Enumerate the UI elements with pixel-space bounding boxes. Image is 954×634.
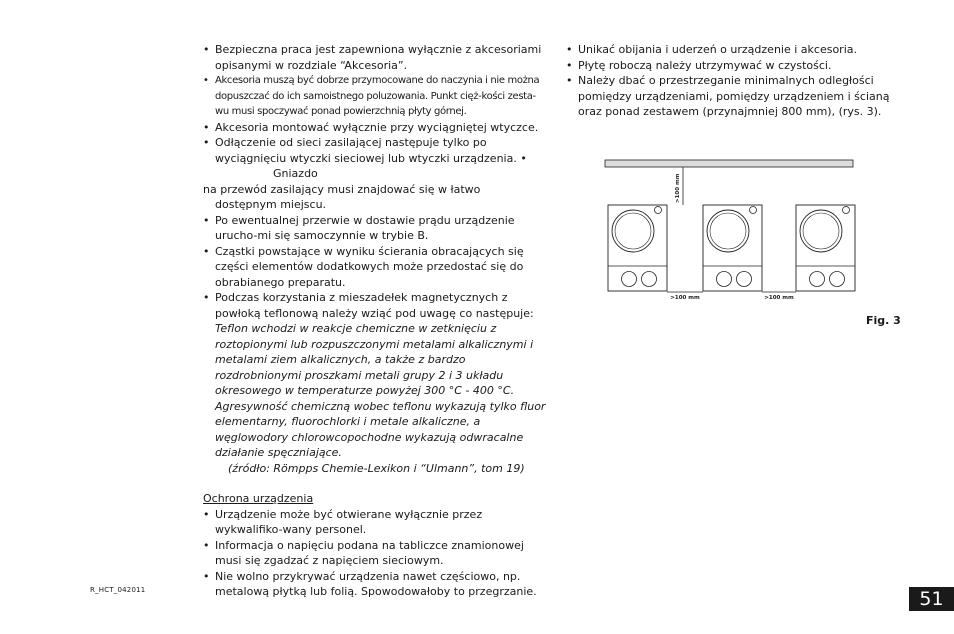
- bullet-mains-disconnect: [203, 135, 548, 213]
- page-number: 51: [909, 587, 954, 611]
- bullet-teflon: [203, 290, 548, 476]
- bullet-accessories-mounting: • Akcesoria montować wyłącznie przy wyciągniętej wtyczce.: [203, 120, 548, 136]
- bullet-clean-plate: • Płytę roboczą należy utrzymywać w czystości.: [566, 58, 911, 74]
- bullet-no-covering: • Nie wolno przykrywać urządzenia nawet częściowo, np. metalową płytką lub folią. Spowodowałoby to przegrzanie.: [203, 569, 548, 600]
- top-shelf: [605, 160, 853, 167]
- device-3: [796, 205, 855, 291]
- device-1: [608, 205, 667, 291]
- figure-caption: Fig. 3: [866, 314, 901, 327]
- mains-text-2: Gniazdo: [273, 167, 318, 180]
- bullet-voltage: • Informacja o napięciu podana na tabliczce znamionowej musi się zgadzać z napięciem sieciowym.: [203, 538, 548, 569]
- teflon-warning: [215, 322, 548, 476]
- bullet-distances: • Należy dbać o przestrzeganie minimalnych odległości pomiędzy urządzeniami, pomiędzy urządzeniem i ścianą oraz ponad zestawem (przynajmniej 800 mm), (rys. 3).: [566, 73, 911, 120]
- label-gap-2: >100 mm: [764, 295, 794, 301]
- label-top-clearance: >100 mm: [675, 173, 681, 203]
- label-gap-1: >100 mm: [670, 295, 700, 301]
- left-column: [203, 42, 548, 600]
- bullet-power-failure: • Po ewentualnej przerwie w dostawie prądu urządzenie urucho-mi się samoczynnie w trybie B.: [203, 213, 548, 244]
- bullet-abrasion: • Cząstki powstające w wyniku ścierania obracających się części elementów dodatkowych może przedostać się do obrabianego preparatu.: [203, 244, 548, 291]
- figure-spacing-diagram: [600, 155, 862, 305]
- teflon-italic-text: Teflon wchodzi w reakcje chemiczne w zetknięciu z roztopionymi lub rozpuszczonymi metalami alkalicznymi i metalami ziem alkalicznych, a także z bardzo rozdrobnionymi proszkami metali grupy 2 i 3 układu okresowego w temperaturze powyżej 300 °C - 400 °C. Agresywność chemiczną wobec teflonu wykazują tylko fluor elementarny, fluorochlorki i metale alkaliczne, a węglowodory chlorowcopochodne wykazują odwracalne działanie spęczniające.: [215, 322, 546, 459]
- safety-list-1: [203, 42, 548, 476]
- document-code: R_HCT_042011: [90, 586, 146, 594]
- bullet-accessories: • Bezpieczna praca jest zapewniona wyłącznie z akcesoriami opisanymi w rozdziale “Akcesoria”.: [203, 42, 548, 73]
- mains-text-1: Odłączenie od sieci zasilającej następuje tylko po wyciągnięciu wtyczki sieciowej lub wtyczki urządzenia. •: [215, 136, 527, 165]
- protection-list: [203, 507, 548, 600]
- right-column: [566, 42, 911, 120]
- device-2: [703, 205, 762, 291]
- protection-title: Ochrona urządzenia: [203, 492, 314, 505]
- teflon-intro: Podczas korzystania z mieszadełek magnetycznych z powłoką teflonową należy wziąć pod uwagę co następuje:: [215, 291, 534, 320]
- teflon-source: (źródło: Römpps Chemie-Lexikon i “Ulmann”, tom 19): [228, 461, 525, 475]
- mains-text-3: na przewód zasilający musi znajdować się w łatwo: [203, 182, 481, 196]
- bullet-accessories-fixing: • Akcesoria muszą być dobrze przymocowane do naczynia i nie można dopuszczać do ich samoistnego poluzowania. Punkt cięż-kości zesta-wu musi spoczywać ponad powierzchnią płyty górnej.: [203, 73, 548, 120]
- bullet-qualified-staff: • Urządzenie może być otwierane wyłącznie przez wykwalifiko-wany personel.: [203, 507, 548, 538]
- right-list: [566, 42, 911, 120]
- bullet-avoid-impacts: • Unikać obijania i uderzeń o urządzenie i akcesoria.: [566, 42, 911, 58]
- mains-text-4: dostępnym miejscu.: [215, 198, 327, 211]
